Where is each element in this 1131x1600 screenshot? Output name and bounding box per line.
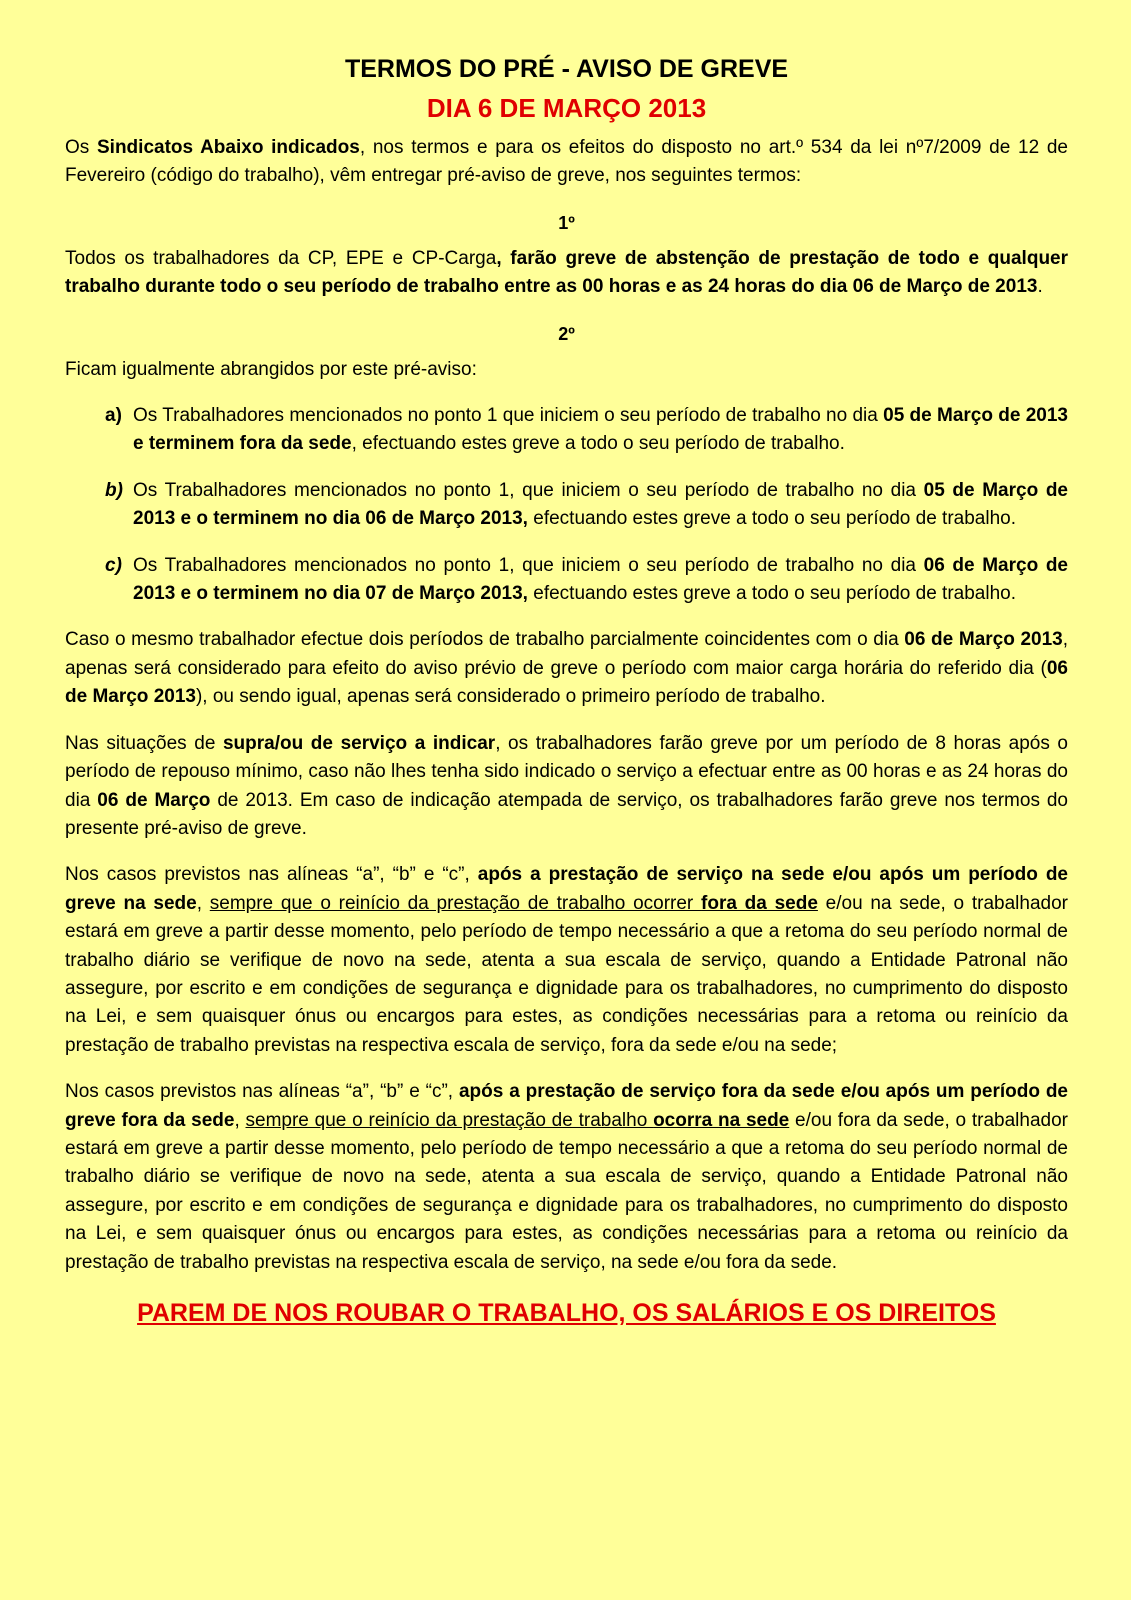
section-2-lead: Ficam igualmente abrangidos por este pré-aviso: [65, 358, 477, 380]
text-run: , efectuando estes greve a todo o seu período de trabalho. [351, 433, 845, 455]
text-run: e/ou na sede, o trabalhador estará em greve a partir desse momento, pelo período de tempo necessário a que a retoma do seu período normal de trabalho diário se verifique de novo na sede, atenta a sua escala de serviço, quando a Entidade Patronal não assegure, por escrito e em condições de segurança e dignidade para os trabalhadores, no cumprimento do disposto na Lei, e sem quaisquer ónus ou encargos para estes, as condições necessárias para a retoma ou reinício da prestação de trabalho previstas na respectiva escala de serviço, fora da sede e/ou na sede; [65, 892, 1068, 1056]
text-run: , os trabalhadores farão greve por um período de 8 horas após o período de repouso mínimo, caso não lhes tenha sido indicado o serviço a efectuar entre as 00 horas e as 24 horas do dia [65, 732, 1068, 811]
bold-underlined-run: ocorra na sede [653, 1109, 790, 1131]
underlined-run: sempre que o reinício da prestação de trabalho ocorrer [209, 892, 702, 914]
text-run: . [1037, 276, 1043, 298]
text-run: , [234, 1109, 246, 1131]
bold-underlined-run: fora da sede [701, 892, 818, 914]
list-item-label: c) [105, 554, 122, 576]
bold-run: Sindicatos Abaixo indicados [97, 137, 360, 158]
intro-paragraph [65, 134, 1068, 191]
text-run: Os Trabalhadores mencionados no ponto 1, que iniciem o seu período de trabalho no dia [133, 554, 924, 576]
fora-sede-paragraph [65, 1078, 1068, 1277]
text-run: Nas situações de [65, 732, 223, 754]
list-item-label: a) [105, 405, 122, 427]
list-item-label: b) [105, 479, 123, 501]
section-1-paragraph [65, 245, 1068, 302]
list-item-b [105, 477, 1068, 534]
text-run: de 2013. Em caso de indicação atempada de serviço, os trabalhadores farão greve nos termos do presente pré-aviso de greve. [65, 789, 1069, 839]
text-run: Caso o mesmo trabalhador efectue dois períodos de trabalho parcialmente coincidentes com o dia [65, 629, 905, 651]
document-subtitle: DIA 6 DE MARÇO 2013 [426, 93, 707, 123]
document-title: TERMOS DO PRÉ - AVISO DE GREVE [344, 55, 789, 83]
sede-paragraph [65, 861, 1068, 1060]
text-run: efectuando estes greve a todo o seu período de trabalho. [527, 508, 1016, 530]
text-run: efectuando estes greve a todo o seu período de trabalho. [527, 583, 1016, 605]
text-run: Todos os trabalhadores da CP, EPE e CP-Carga [65, 247, 497, 269]
text-run: Nos casos previstos nas alíneas “a”, “b” e “c”, [65, 1081, 459, 1103]
document-page [65, 50, 1068, 1331]
supra-paragraph [65, 730, 1068, 844]
text-run: , nos termos e para os efeitos do disposto no art.º 534 da lei nº7/2009 de 12 de Fevereiro (código do trabalho), vêm entregar pré-aviso de greve, nos seguintes termos: [65, 137, 1068, 187]
bold-run: após a prestação de serviço fora da sede e/ou após um período de greve fora da sede [65, 1081, 1068, 1131]
bold-run: 06 de Março 2013 [904, 629, 1063, 651]
text-run: ), ou sendo igual, apenas será considerado o primeiro período de trabalho. [195, 686, 826, 708]
bold-run: 06 de Março [97, 789, 211, 811]
text-run: Nos casos previstos nas alíneas “a”, “b” e “c”, [65, 864, 478, 886]
list-item-text [133, 402, 1068, 459]
text-run: Os Trabalhadores mencionados no ponto 1, que iniciem o seu período de trabalho no dia [133, 479, 924, 501]
text-run: e/ou fora da sede, o trabalhador estará em greve a partir desse momento, pelo período de tempo necessário a que a retoma do seu período normal de trabalho diário se verifique de novo na sede, atenta a sua escala de serviço, quando a Entidade Patronal não assegure, por escrito e em condições de segurança e dignidade para os trabalhadores, no cumprimento do disposto na Lei, e sem quaisquer ónus ou encargos para estes, as condições necessárias para a retoma ou reinício da prestação de trabalho previstas na respectiva escala de serviço, na sede e/ou fora da sede. [65, 1109, 1068, 1273]
list-item-text [133, 552, 1068, 609]
slogan-banner: PAREM DE NOS ROUBAR O TRABALHO, OS SALÁRIOS E OS DIREITOS [137, 1299, 996, 1327]
list-item-c [105, 552, 1068, 609]
alinea-list [65, 402, 1068, 608]
section-number-1: 1º [558, 212, 575, 233]
text-run: , apenas será considerado para efeito do aviso prévio de greve o período com maior carga horária do referido dia ( [65, 629, 1069, 679]
text-run: Os Trabalhadores mencionados no ponto 1 que iniciem o seu período de trabalho no dia [133, 405, 884, 427]
list-item-text [133, 477, 1068, 534]
underlined-run: sempre que o reinício da prestação de trabalho [245, 1109, 654, 1131]
list-item-a [105, 402, 1068, 459]
bold-run: , farão greve de abstenção de prestação de todo e qualquer trabalho durante todo o seu período de trabalho entre as 00 horas e as 24 horas do dia 06 de Março de 2013 [65, 247, 1069, 298]
text-run: Os [65, 137, 97, 158]
case-paragraph [65, 626, 1068, 711]
bold-run: 05 de Março de 2013 e o terminem no dia 06 de Março 2013, [133, 479, 1068, 530]
text-run: , [196, 892, 210, 914]
bold-run: após a prestação de serviço na sede e/ou após um período de greve na sede [65, 864, 1068, 914]
bold-run: 06 de Março de 2013 e o terminem no dia 07 de Março 2013, [133, 554, 1068, 605]
bold-run: 05 de Março de 2013 e terminem fora da sede [133, 405, 1068, 455]
section-number-2: 2º [558, 323, 575, 344]
bold-run: 06 de Março 2013 [65, 657, 1068, 708]
bold-run: supra/ou de serviço a indicar [222, 732, 496, 754]
